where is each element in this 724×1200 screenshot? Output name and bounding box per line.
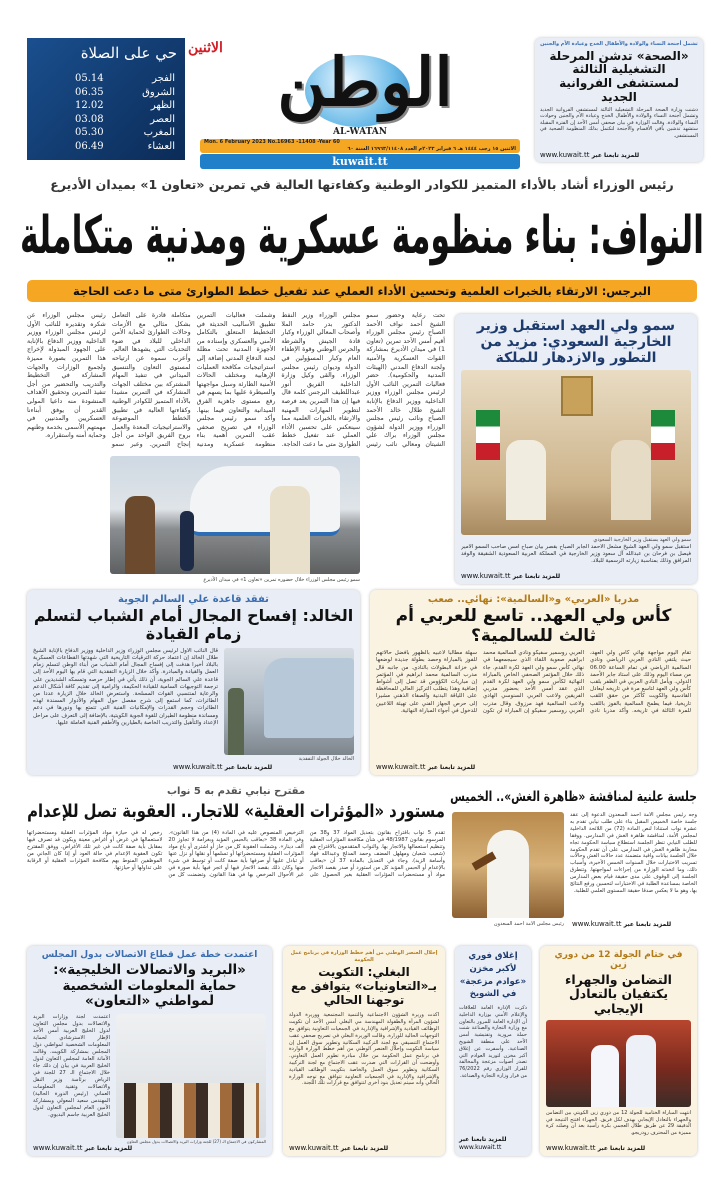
drugs-kicker: مقترح نيابي تقدم به 5 نواب <box>166 786 306 797</box>
prayer-time-row <box>75 72 175 86</box>
read-more-link[interactable]: للمزيد تابعنا عبر www.kuwait.tt <box>546 1144 646 1152</box>
khaled-headline: الخالد: إفساح المجال أمام الشباب لتسلم زمام القيادة <box>33 606 354 644</box>
date-en: Mon. 6 February 2023 No.16963 -11408 -Year 60 <box>204 139 340 145</box>
lead-photo <box>110 456 360 574</box>
league-headline: التضامن والجهراء يكتفيان بالتعادل الإيجابي <box>565 972 672 1016</box>
day-label: الاثنين <box>188 40 223 56</box>
gcc-article <box>27 946 272 1156</box>
gcc-headline: «البريد والاتصالات الخليجية»: حماية المعلومات الشخصية لمواطني «التعاون» <box>53 962 246 1010</box>
prayer-time: 05.14 <box>75 73 104 84</box>
lead-body: تحت رعاية وحضور سمو الشيخ أحمد نواف الأحمد الصباح رئيس مجلس الوزراء أقيم أمس الأحد تمرين (تعاون 1) في ميدان الأديرع بمشاركة القوات العسكرية والأمنية ولجنة الدفاع المدني (الهيئات المدنية والحكومية). حضر فعاليات التمرين النائب الأول لرئيس مجلس الوزراء ووزير الداخلية ووزير الدفاع بالإنابة الشيخ طلال خالد الأحمد الصباح ونائب رئيس مجلس الوزراء ووزير الدولة لشؤون مجلس الوزراء براك علي الشيتان ومعالي نائب رئيس مجلس الوزراء وزير النفط الدكتور بدر حامد الملا وأصحاب المعالي الوزراء وكبار قادة الجيش والشرطة والحرس الوطني وقوة الإطفاء العام وكبار المسؤولين في الدولة وديوان رئيس مجلس الوزراء. والقى وكيل وزارة الداخلية الفريق أنور عبداللطيف البرجس كلمة قال فيها إن هذا التمرين يعد فرصة لتطوير المهارات المهنية والارتقاء بالخبرات العلمية مما سينعكس على تحسين الأداء العملي عند تفعيل خطط الطوارئ متى ما دعت الحاجة. وشملت فعاليات التمرين تطبيق الأساليب الحديثة في التخطيط المتعلق بالتكامل الأمني والعسكري وإسناده من الأجهزة المدنية تحت مظلة لجنة الدفاع المدني إضافة إلى استراتيجيات مكافحة العمليات الإرهابية ومختلف الحالات الأمنية الطارئة وسبل مواجهتها والسيطرة عليها بما يسهم في رفع مستوى جاهزية الفرق الميدانية والتعاون فيما بينها. وأكد سمو رئيس مجلس الوزراء في تصريح صحفي عقب التمرين أهمية بناء منظومة عسكرية ومدنية متكاملة قادرة على التعامل بشكل مثالي مع الأزمات وحالات الطوارئ لحماية الأمن الداخلي للبلاد في ضوء التحديات التي يشهدها العالم. وأعرب سموه عن ارتياحه لمستوى التعاون والتنسيق الميداني في تنفيذ المهام المشتركة بين مختلف الجهات المشاركة في التمرين مشيدا بالأداء المتميز للكوادر الوطنية وكفاءتها العالية في تطبيق الخطط الموضوعة والاستراتيجيات المعدة والعمل بروح الفريق الواحد من أجل إنجاح التمرين. وعبر سمو رئيس مجلس الوزراء عن شكره وتقديره للنائب الأول لرئيس مجلس الوزراء ووزير الداخلية ووزير الدفاع بالإنابة على الجهود المبذولة لإخراج هذا التمرين بصورة مميزة ولجميع الوزارات والجهات المشاركة في التخطيط والتدريب والتحضير من أجل تنفيذ التمرين وتحقيق الأهداف المنشودة منه داعيا المولى القدير أن يوفق أبناءنا العسكريين والمدنيين في مهمتهم الأسمى بخدمة وطنهم وحماية أمنه واستقراره. <box>27 312 445 448</box>
gcc-kicker: اعتمدت خطة عمل قطاع الاتصالات بدول المجلس <box>41 950 258 960</box>
lead-headline: النواف: بناء منظومة عسكرية ومدنية متكاملة <box>19 206 705 266</box>
gcc-photo-caption: المشاركون في الاجتماع الـ (27) للجنة وزارات البريد والاتصالات بدول مجلس التعاون <box>126 1138 266 1144</box>
session-photo <box>452 812 564 918</box>
read-more-link[interactable]: للمزيد تابعنا عبر www.kuwait.tt <box>289 1144 389 1152</box>
khaled-photo <box>224 648 354 755</box>
khaled-kicker: تفقد قاعدة علي السالم الجوية <box>118 594 269 605</box>
gcc-body: اعتمدت لجنة وزارات البريد والاتصالات بدول مجلس التعاون لدول الخليج العربية أمس الأحد الإطار الاسترشادي لحماية المعلومات الشخصية لمواطني دول المجلس بمشاركة الكويت. وقالت الأمانة العامة لمجلس التعاون لدول الخليج العربية في بيان إن ذلك جاء خلال الاجتماع الـ 27 للجنة في الرياض برئاسة وزير النقل والاتصالات وتقنية المعلومات العماني (رئيس الدورة الحالية) المهندس سعيد المعولي وبمشاركة الأمين العام لمجلس التعاون لدول الخليج العربية جاسم البديوي. <box>33 1013 110 1118</box>
prayer-time: 03.08 <box>75 113 104 125</box>
crown-prince-headline: سمو ولي العهد استقبل وزير الخارجية السعودي: مزيد من التطور والازدهار للملكة <box>476 318 676 367</box>
session-body: وجه رئيس مجلس الأمة أحمد السعدون الدعوة إلى عقد جلسة خاصة الخميس المقبل بناء على طلب نيابي تقدم به عشرة نواب استنادا لنص المادة (72) من اللائحة الداخلية لمجلس الأمة، لمناقشة ظاهرة الغش في المدارس. ووفقا للطلب النيابي تنظر الجلسة استطلاع سياسة الحكومة تجاه محاربة ظاهرة الغش في المدارس، على أن تقدم الحكومة خلال الجلسة بيانات وافية متضمنة عدد حالات الغش وحالات تسريب الاختبارات خلال السنوات الخمس الأخيرة، وأسباب ذلك، وما اتخذته الوزارة من إجراءات لمواجهتها. وتتطرق الجلسة إلى الوقوف على مدى حقيقة قيام بعض المدارس الخاصة بمساعدة الطلبة في الاختبارات لتحسين ورفع النتائج بها، وهو ما لا يعكس صدقا حقيقة المستوى العلمي للطلبة. <box>570 812 697 894</box>
read-more-link[interactable]: للمزيد تابعنا عبر www.kuwait.tt <box>376 763 476 771</box>
khaled-article <box>27 590 360 775</box>
league-body: انتهت المباراة الختامية للجولة 12 من دوري زين الكويتي بين التضامن والجهراء بالتعادل الإيجابي بهدف لكل فريق. الجهراء افتتح النتيجة في الدقيقة 29 عن طريق طلال العجمي بكرة رأسية بعد أن وصلته كرة مميزة من المحترف رودريجو. <box>546 1110 691 1136</box>
coops-article <box>283 946 445 1156</box>
league-article <box>540 946 697 1156</box>
read-more-link[interactable]: للمزيد تابعنا عبر www.kuwait.tt <box>572 920 672 928</box>
health-article <box>535 38 703 162</box>
session-photo-caption: رئيس مجلس الأمة أحمد السعدون <box>493 921 564 927</box>
prayer-name: الظهر <box>150 100 175 111</box>
prayer-time-row <box>75 99 175 113</box>
cup-article <box>370 590 697 775</box>
prayer-name: المغرب <box>143 127 175 138</box>
crown-prince-body: استقبل سمو ولي العهد الشيخ مشعل الأحمد الجابر الصباح بقصر بيان صباح أمس صاحب السمو الأمير فيصل بن فرحان بن عبدالله آل سعود وزير الخارجية في المملكة العربية السعودية الشقيقة والوفد المرافق وذلك بمناسبة زيارته الرسمية للبلاد. <box>461 544 691 564</box>
prayer-time: 06.35 <box>75 86 104 98</box>
prayer-name: العصر <box>150 113 175 125</box>
session-headline: جلسة علنية لمناقشة «ظاهرة الغش».. الخميس <box>450 789 697 805</box>
prayer-time-row <box>75 113 175 127</box>
read-more-link[interactable]: للمزيد تابعنا عبر www.kuwait.tt <box>461 572 561 580</box>
health-kicker: تشمل أجنحة النساء والولادة والأطفال الخدج وعيادة الأم والجنين <box>540 41 698 47</box>
gcc-photo <box>116 1014 266 1138</box>
warehouse-article <box>455 946 531 1156</box>
read-more-link[interactable]: للمزيد تابعنا عبر www.kuwait.tt <box>33 1144 133 1152</box>
logo: الوطن <box>277 43 453 121</box>
read-more-link[interactable]: للمزيد تابعنا عبر www.kuwait.tt <box>459 1136 507 1151</box>
prayer-time-row <box>75 140 175 154</box>
prayer-name: الشروق <box>142 86 175 98</box>
coops-headline: البغلي: التكويت بـ«التعاونيات» يتوافق مع توجهنا الحالي <box>290 965 438 1007</box>
logo-latin: AL-WATAN <box>333 127 387 137</box>
read-more-link[interactable]: للمزيد تابعنا عبر www.kuwait.tt <box>173 763 273 771</box>
lead-subheadline: رئيس الوزراء أشاد بالأداء المتميز للكوادر الوطنية وكفاءتها العالية في تمرين «تعاون 1» بميدان الأديرع <box>50 177 674 192</box>
drugs-body: تقدم 5 نواب باقتراح بقانون بتعديل المواد 37 و38 من المرسوم بقانون 48/1987 في شأن مكافحة المؤثرات العقلية وتنظيم استعمالها والاتجار بها. والنواب المتقدمون بالاقتراح هم (شعيب شعبان ومهلهل المضف وحمد المدلج وعبدالله فهاد وأسامة الزيد). وجاء في التعديل بالمادة 37 أن «يعاقب بالإعدام أو الحبس المؤبد كل من استورد أو صدر بقصد الاتجار مواد أو مستحضرات المؤثرات العقلية بغير الحصول على الترخيص المنصوص عليه في المادة (4) من هذا القانون». وفي المادة 38 «يعاقب بالحبس المؤبد وبغرامة لا تجاوز 20 ألف دينار». وشملت العقوبة كل من حاز أو اشترى أو باع مواد المؤثرات العقلية ومستحضراتها أو تسلمها أو نقلها أو نزل عنها أو تبادل عليها أو صرفها بأية صفة كانت أو توسط في شيء منها وكان ذلك بقصد الاتجار فيها أو اتجر فيها بأية صورة في غير الأحوال المرخص بها في هذا القانون. وتضمنت كل من رخص له في حيازة مواد المؤثرات العقلية ومستحضراتها لاستعمالها في غرض أو أغراض معينة ويكون قد تصرف فيها بمقابل بأية صفة كانت في غير تلك الأغراض. ووفق المقترح تكون العقوبة الإعدام في حالة العود أو إذا كان الجاني من الموظفين المنوط بهم مكافحة المؤثرات العقلية أو الرقابة على تداولها أو حيازتها. <box>27 830 445 878</box>
khaled-body: قال النائب الأول لرئيس مجلس الوزراء وزير الداخلية ووزير الدفاع بالإنابة الشيخ طلال الخالد إن اعتماد حركة الترقيات التاريخية التي شهدتها القطاعات العسكرية بالبلاد أخيرا هدفت إلى إفساح المجال أمام الشباب من أبناء الوطن لتسلم زمام العمل والقيادة والمبادرة. وأكد خلال الزيارة التفقدية التي قام بها اليوم الأحد إلى قاعدة علي السالم الجوية، أن ذلك يأتي في إطار حرصه وتمسكه الشديدين على ترجمة التوجيهات السامية للقيادة الحكيمة، والرامية إلى تقديم كافة أشكال الدعم والرعاية لمنتسبي القوات المسلحة. واستعرض الخالد خلال الزيارة عددا من الطائرات، كما استمع إلى شرح مفصل حول المهام والأدوار المسندة لهذه الطائرات وحجم القدرات والإمكانيات الفنية التي تتمتع بها ودورها في دعم ومساندة منظومة الطيران للقوة الجوية الكويتية، بالإضافة إلى التعرف على مراحل الإعداد والتأهيل والتدريب الخاصة بالطيارين والأطقم الفنية العاملة عليها. <box>33 647 218 726</box>
lead-photo-caption: سمو رئيس مجلس الوزراء خلال حضوره تمرين «تعاون 1» في ميدان الأديرع <box>203 577 360 583</box>
prayer-title: حي على الصلاة <box>80 44 177 62</box>
prayer-time-row <box>75 126 175 140</box>
health-headline: «الصحة» تدشن المرحلة التشغيلية الثالثة لمستشفى الفروانية الجديد <box>549 48 689 104</box>
prayer-time: 06.49 <box>75 140 104 152</box>
crown-prince-photo-caption: سمو ولي العهد يستقبل وزير الخارجية السعودي <box>593 537 691 543</box>
website-bar[interactable]: kuwait.tt <box>200 154 520 169</box>
cup-kicker: مدربا «العربي» و«السالمية»: نهائي.. صعب <box>427 594 640 605</box>
date-ar: الاثنين ١٥ رجب ١٤٤٤ هـ ٦ فبراير ٢٠٢٣م العدد ١٦٩٦٣/١١٤٠٨ السنة ٦٠ <box>347 145 516 152</box>
coops-kicker: إحلال العنصر الوطني من أهم خطط الوزارة في برنامج عمل الحكومة <box>290 950 438 963</box>
cup-body: تقام اليوم مواجهة نهائي كأس ولي العهد، حيث يلتقي النادي العربي الرياضي ونادي السالمية الرياضي في تمام الساعة 06.00 من مساء اليوم وذلك على استاد جابر الأحمد الدولي. ويأمل النادي العربي في الظفر بلقب كأس ولي العهد لتاسع مرة في تاريخه ليعادل القادسية والكويت كأكثر من حقق اللقب تاريخيا، فيما يطمح السالمية بالفوز باللقب للمرة الثالثة في تاريخه. وأكد مدربا نادي العربي روسمير سفيكو ونادي السالمية محمد ابراهيم صعوبة اللقاء الذي سيجمعهما في نهائي كأس سمو ولي العهد لكرة القدم. جاء ذلك خلال المؤتمر الصحفي الخاص بالمباراة النهائية لكأس سمو ولي العهد لكرة القدم الذي عقد أمس الأحد بحضور مدربي الفريقين ولاعب العربي السنوسي الهادي ولاعب السالمية فهد مرزوق. وقال مدرب العربي روسمير سفيكو إن المباراة لن تكون سهلة مطالبا لاعبيه بالظهور بأفضل حالاتهم للفوز بالمباراة وحصد بطولة جديدة لوضعها في خزانة البطولات بالنادي. من جانبه قال مدرب السالمية محمد ابراهيم في المؤتمر إن مباريات الكؤوس قد تصل إلى أشواط إضافية وهذا يتطلب التركيز العالي للمحافظة على اللياقة البدنية والصفاء الذهني مشيرا إلى حرص الجهاز الفني على تهيئة اللاعبين للدخول في أجواء المباراة النهائية. <box>376 650 691 714</box>
kuwait-flag-icon <box>476 410 500 460</box>
lead-banner: البرجس: الارتقاء بالخبرات العلمية وتحسين الأداء العملي عند تفعيل خطط الطوارئ متى ما دعت الحاجة <box>27 280 697 302</box>
prayer-time: 12.02 <box>75 100 104 111</box>
prayer-name: الفجر <box>152 73 175 84</box>
drugs-headline: مستورد «المؤثرات العقلية» للاتجار.. العقوبة تصل للإعدام <box>27 801 445 822</box>
prayer-list <box>75 72 175 153</box>
read-more-link[interactable]: للمزيد تابعنا عبر www.kuwait.tt <box>540 151 640 159</box>
prayer-time-row <box>75 86 175 100</box>
crown-prince-photo <box>461 370 691 535</box>
league-photo <box>546 1020 691 1107</box>
khaled-photo-caption: الخالد خلال الجولة التفقدية <box>298 756 354 762</box>
crown-prince-article <box>455 314 697 584</box>
health-body: دشنت وزارة الصحة المرحلة التشغيلية الثالثة لمستشفى الفروانية الجديد وتشمل أجنحة النساء والولادة والأطفال الخدج وعيادة الأم والجنين وحوادث النساء والولادة. وقالت الوزارة في بيان صحفي أمس الأحد إن الفترة المقبلة ستشهد تدشين باقي الأقسام والأجنحة لتكتمل بذلك المنظومة الصحية في المستشفى. <box>540 106 698 139</box>
warehouse-body: ذكرت الإدارة العامة للعلاقات والإعلام الأمني بوزارة الداخلية أن الإدارة العامة للمرور بالتعاون مع وزارة التجارة والصناعة شنت حملة مرورية وتفتيشية أمس الأحد على منطقة الشويخ الصناعية. وأسفرت عن إغلاق أكبر مخزن لتوريد العوادم التي تصدر أصوات مزعجة والمخالفة للقرار الوزاري رقم 76/2022 من قرار وزارة التجارة والصناعة. <box>459 1005 527 1079</box>
prayer-name: العشاء <box>147 140 175 152</box>
date-bar <box>200 139 520 153</box>
prayer-time: 05.30 <box>75 127 104 138</box>
prayer-times-box <box>27 38 185 160</box>
league-kicker: في ختام الجولة 12 من دوري زين <box>554 950 683 970</box>
warehouse-headline: إغلاق فوري لأكبر مخزن «عوادم مزعجة» في الشويخ <box>459 951 527 1000</box>
kuwait-flag-icon <box>651 410 675 460</box>
cup-headline: كأس ولي العهد.. تاسع للعربي أم ثالث للسالمية؟ <box>395 606 672 646</box>
coops-body: أكدت وزيرة الشؤون الاجتماعية والتنمية المجتمعية ووزيرة الدولة لشؤون المرأة والطفولة المهندسة مي البغلي أمس الأحد أن تكويت الوظائف القيادية والإشرافية والإدارية في الجمعيات التعاونية يتوافق مع التوجهات الحالية للوزارة. وقالت الوزيرة البغلي في تصريح صحفي عقب الاجتماع التنسيقي مع لجنة التركيبة السكانية وتطوير سوق العمل إن سياسة التكويت وإحلال العنصر الوطني من أهم خطط الوزارة الواردة في برنامج عمل الحكومة من خلال مبادرة تطوير العمل التعاوني. وأوضحت أن القرارات التي صدرت عقب الاجتماع مع لجنة التركيبة السكانية وتطوير سوق العمل والخاصة بتكويت الوظائف القيادية والإشرافية والإدارية في الجمعيات التعاونية تتوافق مع توجه الوزارة الحالي وأنه سيتم تعديل بنود أخرى لتتوافق مع قرارات تلك اللجنة. <box>289 1012 439 1087</box>
